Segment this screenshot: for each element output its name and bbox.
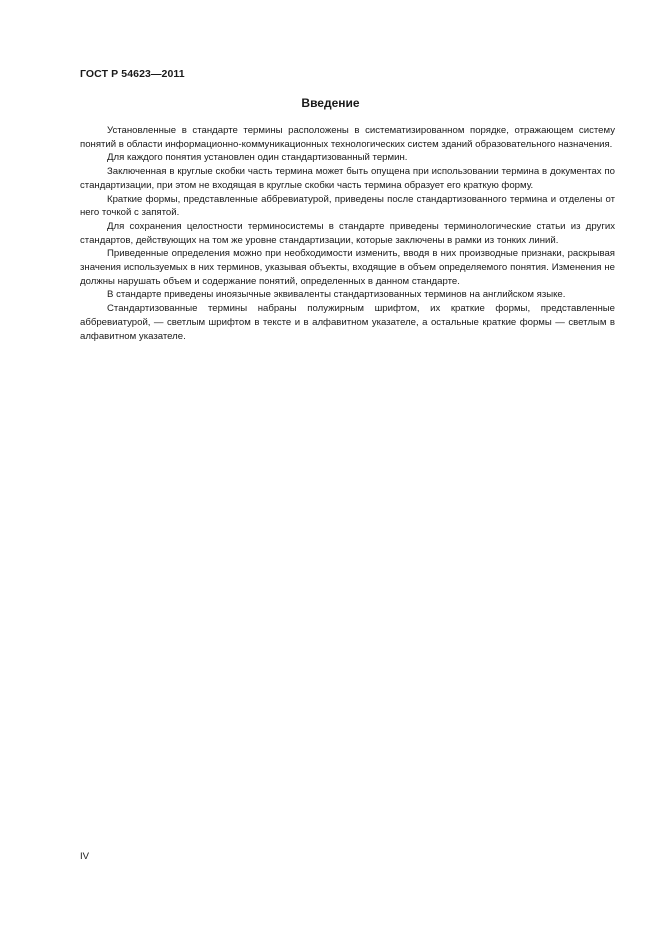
paragraph: Для каждого понятия установлен один стандартизованный термин. bbox=[107, 152, 408, 164]
section-title: Введение bbox=[301, 96, 360, 110]
paragraph: Приведенные определения можно при необходимости изменить, вводя в них производные признаки, раскрывая значения используемых в них терминов, указывая объекты, входящие в объем определяемого понятия. Изменения не должны нарушать объем и содержание понятий, определенных в данном стандарте. bbox=[80, 248, 615, 287]
body-text bbox=[80, 124, 615, 343]
page-number: IV bbox=[80, 851, 90, 862]
paragraph: Установленные в стандарте термины расположены в систематизированном порядке, отражающем систему понятий в области информационно-коммуникационных технологических систем зданий образовательного назначения. bbox=[80, 125, 615, 150]
paragraph: Стандартизованные термины набраны полужирным шрифтом, их краткие формы, представленные аббревиатурой, — светлым шрифтом в тексте и в алфавитном указателе, а остальные краткие формы — светлым в алфавитном указателе. bbox=[80, 303, 615, 342]
paragraph: В стандарте приведены иноязычные эквиваленты стандартизованных терминов на английском языке. bbox=[107, 289, 566, 301]
paragraph: Заключенная в круглые скобки часть термина может быть опущена при использовании термина в документах по стандартизации, при этом не входящая в круглые скобки часть термина образует его краткую форму. bbox=[80, 166, 615, 191]
document-code: ГОСТ Р 54623—2011 bbox=[80, 68, 185, 80]
paragraph: Для сохранения целостности терминосистемы в стандарте приведены терминологические статьи из других стандартов, действующих на том же уровне стандартизации, которые заключены в рамки из тонких линий. bbox=[80, 220, 615, 246]
paragraph: Краткие формы, представленные аббревиатурой, приведены после стандартизованного термина и отделены от него точкой с запятой. bbox=[80, 193, 615, 219]
